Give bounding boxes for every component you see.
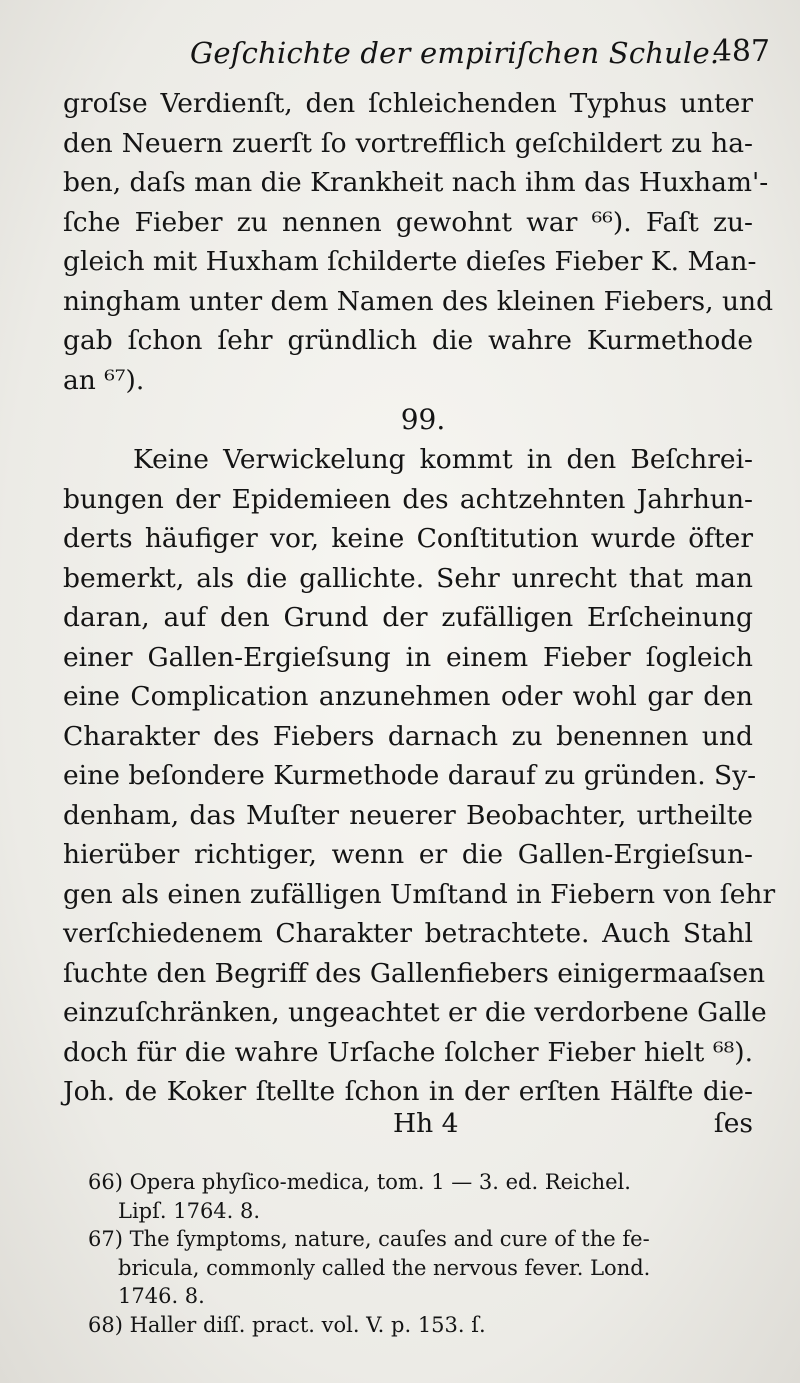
text-line: Joh. de Koker ſtellte ſchon in der erſten Hälfte die-: [63, 1076, 753, 1107]
text-line: Keine Verwickelung kommt in den Beſchrei-: [133, 444, 753, 475]
text-line: ſuchte den Begriff des Gallenfiebers einigermaaſsen: [63, 957, 766, 989]
page-header: [60, 30, 770, 80]
text-line: einzuſchränken, ungeachtet er die verdorbene Galle: [63, 997, 767, 1028]
footnotes: [88, 1168, 760, 1339]
signature-mark: Hh 4: [393, 1108, 459, 1139]
footnote-66: 66) Opera phyſico-medica, tom. 1 — 3. ed. Reichel.: [88, 1170, 631, 1194]
footnote-67: 67) The ſymptoms, nature, cauſes and cure of the fe-: [88, 1227, 650, 1251]
text-line: eine Complication anzunehmen oder wohl gar den: [63, 681, 753, 712]
text-line: an ⁶⁷).: [63, 364, 145, 396]
text-line: doch für die wahre Urſache ſolcher Fieber hielt ⁶⁸).: [63, 1036, 753, 1068]
footnote-67-continued: 1746. 8.: [118, 1284, 205, 1308]
text-line: groſse Verdienſt, den ſchleichenden Typhus unter: [63, 88, 753, 119]
text-line: gab ſchon ſehr gründlich die wahre Kurmethode: [63, 325, 753, 356]
text-line: gleich mit Huxham ſchilderte dieſes Fieber K. Man-: [63, 246, 757, 277]
text-line: ben, daſs man die Krankheit nach ihm das Huxham'-: [63, 167, 769, 198]
running-head: Geſchichte der empiriſchen Schule.: [190, 36, 720, 70]
page-number: 487: [712, 34, 770, 69]
text-line: verſchiedenem Charakter betrachtete. Auch Stahl: [63, 918, 753, 949]
text-line: Charakter des Fiebers darnach zu benennen und: [63, 720, 753, 752]
footnote-66-continued: Lipſ. 1764. 8.: [118, 1198, 261, 1223]
footnote-68: 68) Haller diſſ. pract. vol. V. p. 153. ſ.: [88, 1312, 486, 1337]
text-line: ſche Fieber zu nennen gewohnt war ⁶⁶). Faſt zu-: [63, 206, 753, 238]
text-line: daran, auf den Grund der zufälligen Erſcheinung: [63, 602, 753, 633]
text-line: bungen der Epidemieen des achtzehnten Jahrhun-: [63, 483, 753, 515]
text-line: ningham unter dem Namen des kleinen Fiebers, und: [63, 285, 774, 317]
text-line: gen als einen zufälligen Umſtand in Fiebern von ſehr: [63, 878, 776, 910]
section-number: 99.: [400, 403, 446, 436]
footnote-67-continued: bricula, commonly called the nervous fever. Lond.: [118, 1255, 651, 1280]
text-line: hierüber richtiger, wenn er die Gallen-Ergieſsun-: [63, 839, 753, 870]
catchword: ſes: [713, 1108, 753, 1139]
text-line: derts häufiger vor, keine Conſtitution wurde öfter: [63, 523, 753, 554]
text-line: einer Gallen-Ergieſsung in einem Fieber ſogleich: [63, 641, 753, 673]
text-line: eine beſondere Kurmethode darauf zu gründen. Sy-: [63, 760, 757, 791]
page-footer: [63, 1108, 753, 1148]
text-line: denham, das Muſter neuerer Beobachter, urtheilte: [63, 799, 753, 831]
body-text: [63, 84, 776, 1112]
text-line: bemerkt, als die gallichte. Sehr unrecht that man: [63, 562, 753, 594]
text-line: den Neuern zuerſt ſo vortrefflich geſchildert zu ha-: [63, 127, 753, 159]
